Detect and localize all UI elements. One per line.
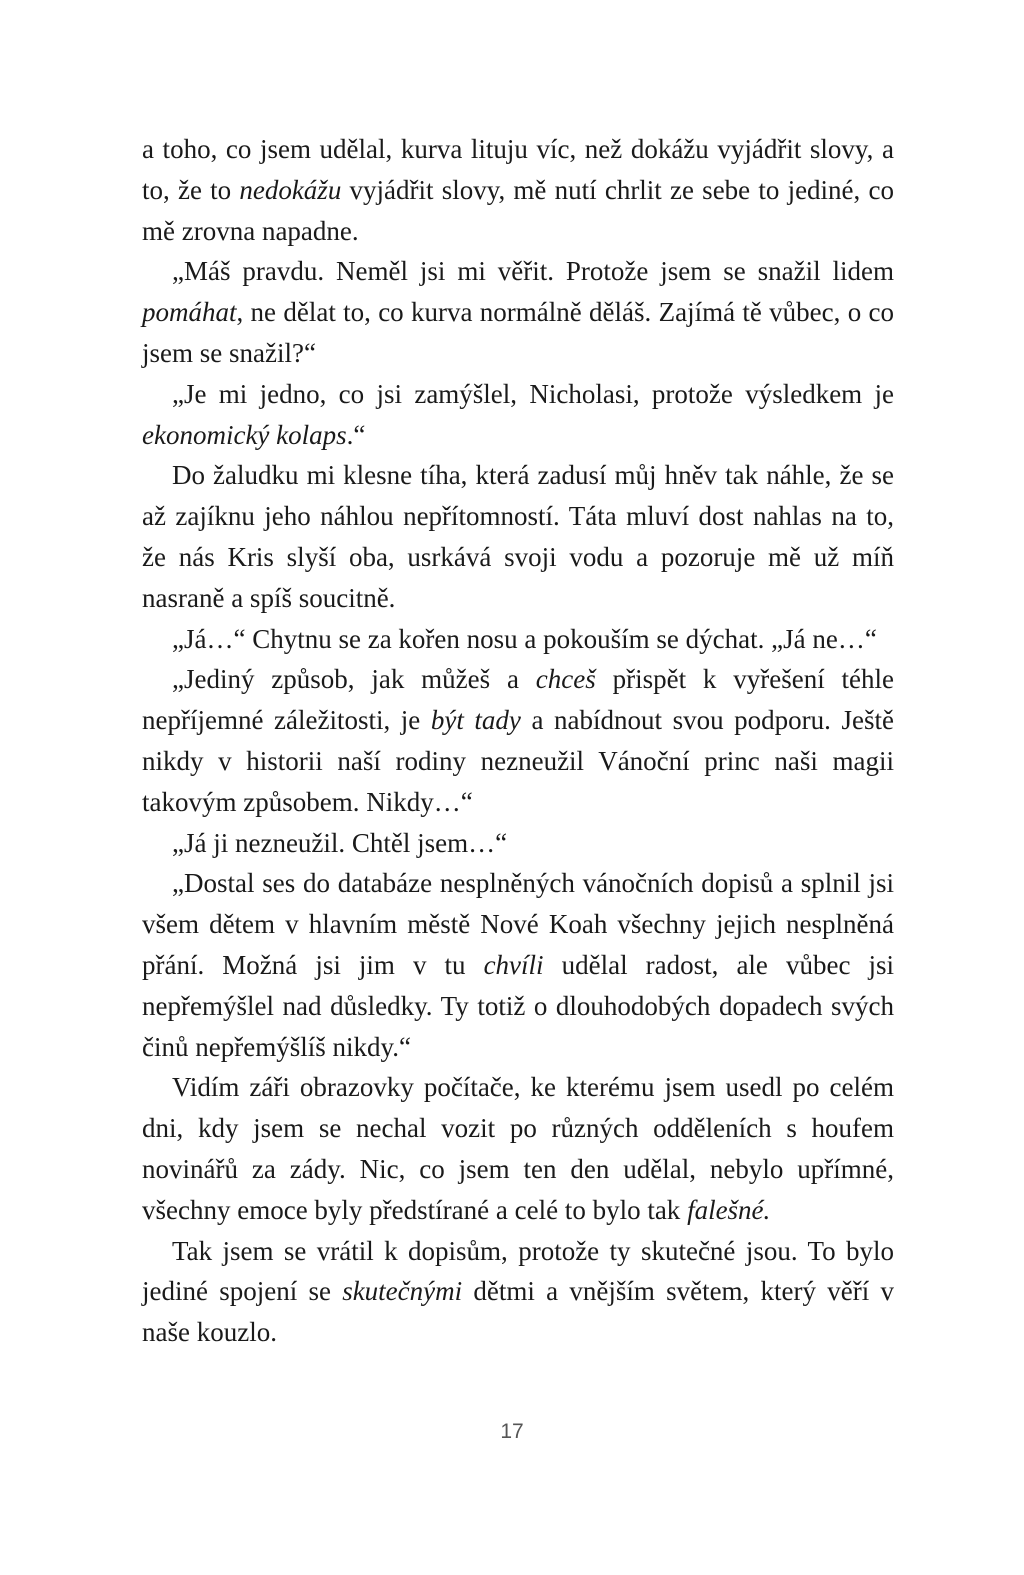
text-run: „Máš pravdu. Neměl jsi mi věřit. Protože jsem se snažil lidem [172,256,894,287]
paragraph [142,1231,894,1353]
paragraph [142,251,894,373]
page-number: 17 [500,1420,524,1443]
text-run: „Já…“ Chytnu se za kořen nosu a pokouším se dýchat. „Já ne…“ [172,623,877,654]
paragraph [142,455,894,618]
text-run: „Jediný způsob, jak můžeš a [172,664,536,695]
italic-text: chvíli [483,949,544,980]
paragraph [142,129,894,251]
page-text [142,129,894,1353]
text-run: .“ [346,419,366,450]
paragraph [142,1067,894,1230]
paragraph [142,619,894,660]
text-run: a nabídnout svou podporu. Ještě nikdy v historii naší rodiny nezneužil Vánoční princ naši magii takovým způsobem. Nikdy…“ [142,705,894,817]
text-run: „Dostal ses do databáze nesplněných vánočních dopisů a splnil jsi všem dětem v hlavním městě Nové Koah všechny jejich nesplněná přání. Možná jsi jim v tu [142,868,894,980]
paragraph [142,659,894,822]
text-run: přispět k vyřešení téhle nepříjemné záležitosti, je [142,664,894,736]
text-run: vyjádřit slovy, mě nutí chrlit ze sebe to jediné, co mě zrovna napadne. [142,174,894,246]
text-run: Tak jsem se vrátil k dopisům, protože ty skutečné jsou. To bylo jediné spojení se [142,1235,894,1307]
italic-text: pomáhat [142,297,237,328]
italic-text: skutečnými [342,1276,463,1307]
italic-text: chceš [535,664,596,695]
text-run: dětmi a vnějším světem, který věří v naše kouzlo. [142,1276,894,1348]
text-run: a toho, co jsem udělal, kurva lituju víc, než dokážu vyjádřit slovy, a to, že to [142,134,894,205]
text-run: , ne dělat to, co kurva normálně děláš. Zajímá tě vůbec, o co jsem se snažil?“ [142,297,894,368]
italic-text: ekonomický kolaps [142,419,347,450]
paragraph [142,823,894,864]
italic-text: nedokážu [239,174,342,205]
text-run: „Já ji nezneužil. Chtěl jsem…“ [172,827,508,858]
paragraph [142,374,894,456]
text-run: Do žaludku mi klesne tíha, která zadusí můj hněv tak náhle, že se až zajíknu jeho náhlou nepřítomností. Táta mluví dost nahlas na to, že nás Kris slyší oba, usrkává svoji vodu a pozoruje mě už míň nasraně a spíš soucitně. [142,460,894,613]
paragraph [142,863,894,1067]
text-run: udělal radost, ale vůbec jsi nepřemýšlel nad důsledky. Ty totiž o dlouhodobých dopadech svých činů nepřemýšlíš nikdy.“ [142,949,895,1062]
text-run: „Je mi jedno, co jsi zamýšlel, Nicholasi, protože výsledkem je [172,378,894,409]
italic-text: být tady [430,705,521,736]
text-run: Vidím záři obrazovky počítače, ke kterému jsem usedl po celém dni, kdy jsem se nechal vozit po různých odděleních s houfem novinářů za zády. Nic, co jsem ten den udělal, nebylo upřímné, všechny emoce byly předstírané a celé to bylo tak [142,1072,894,1225]
italic-text: falešné. [687,1194,771,1225]
